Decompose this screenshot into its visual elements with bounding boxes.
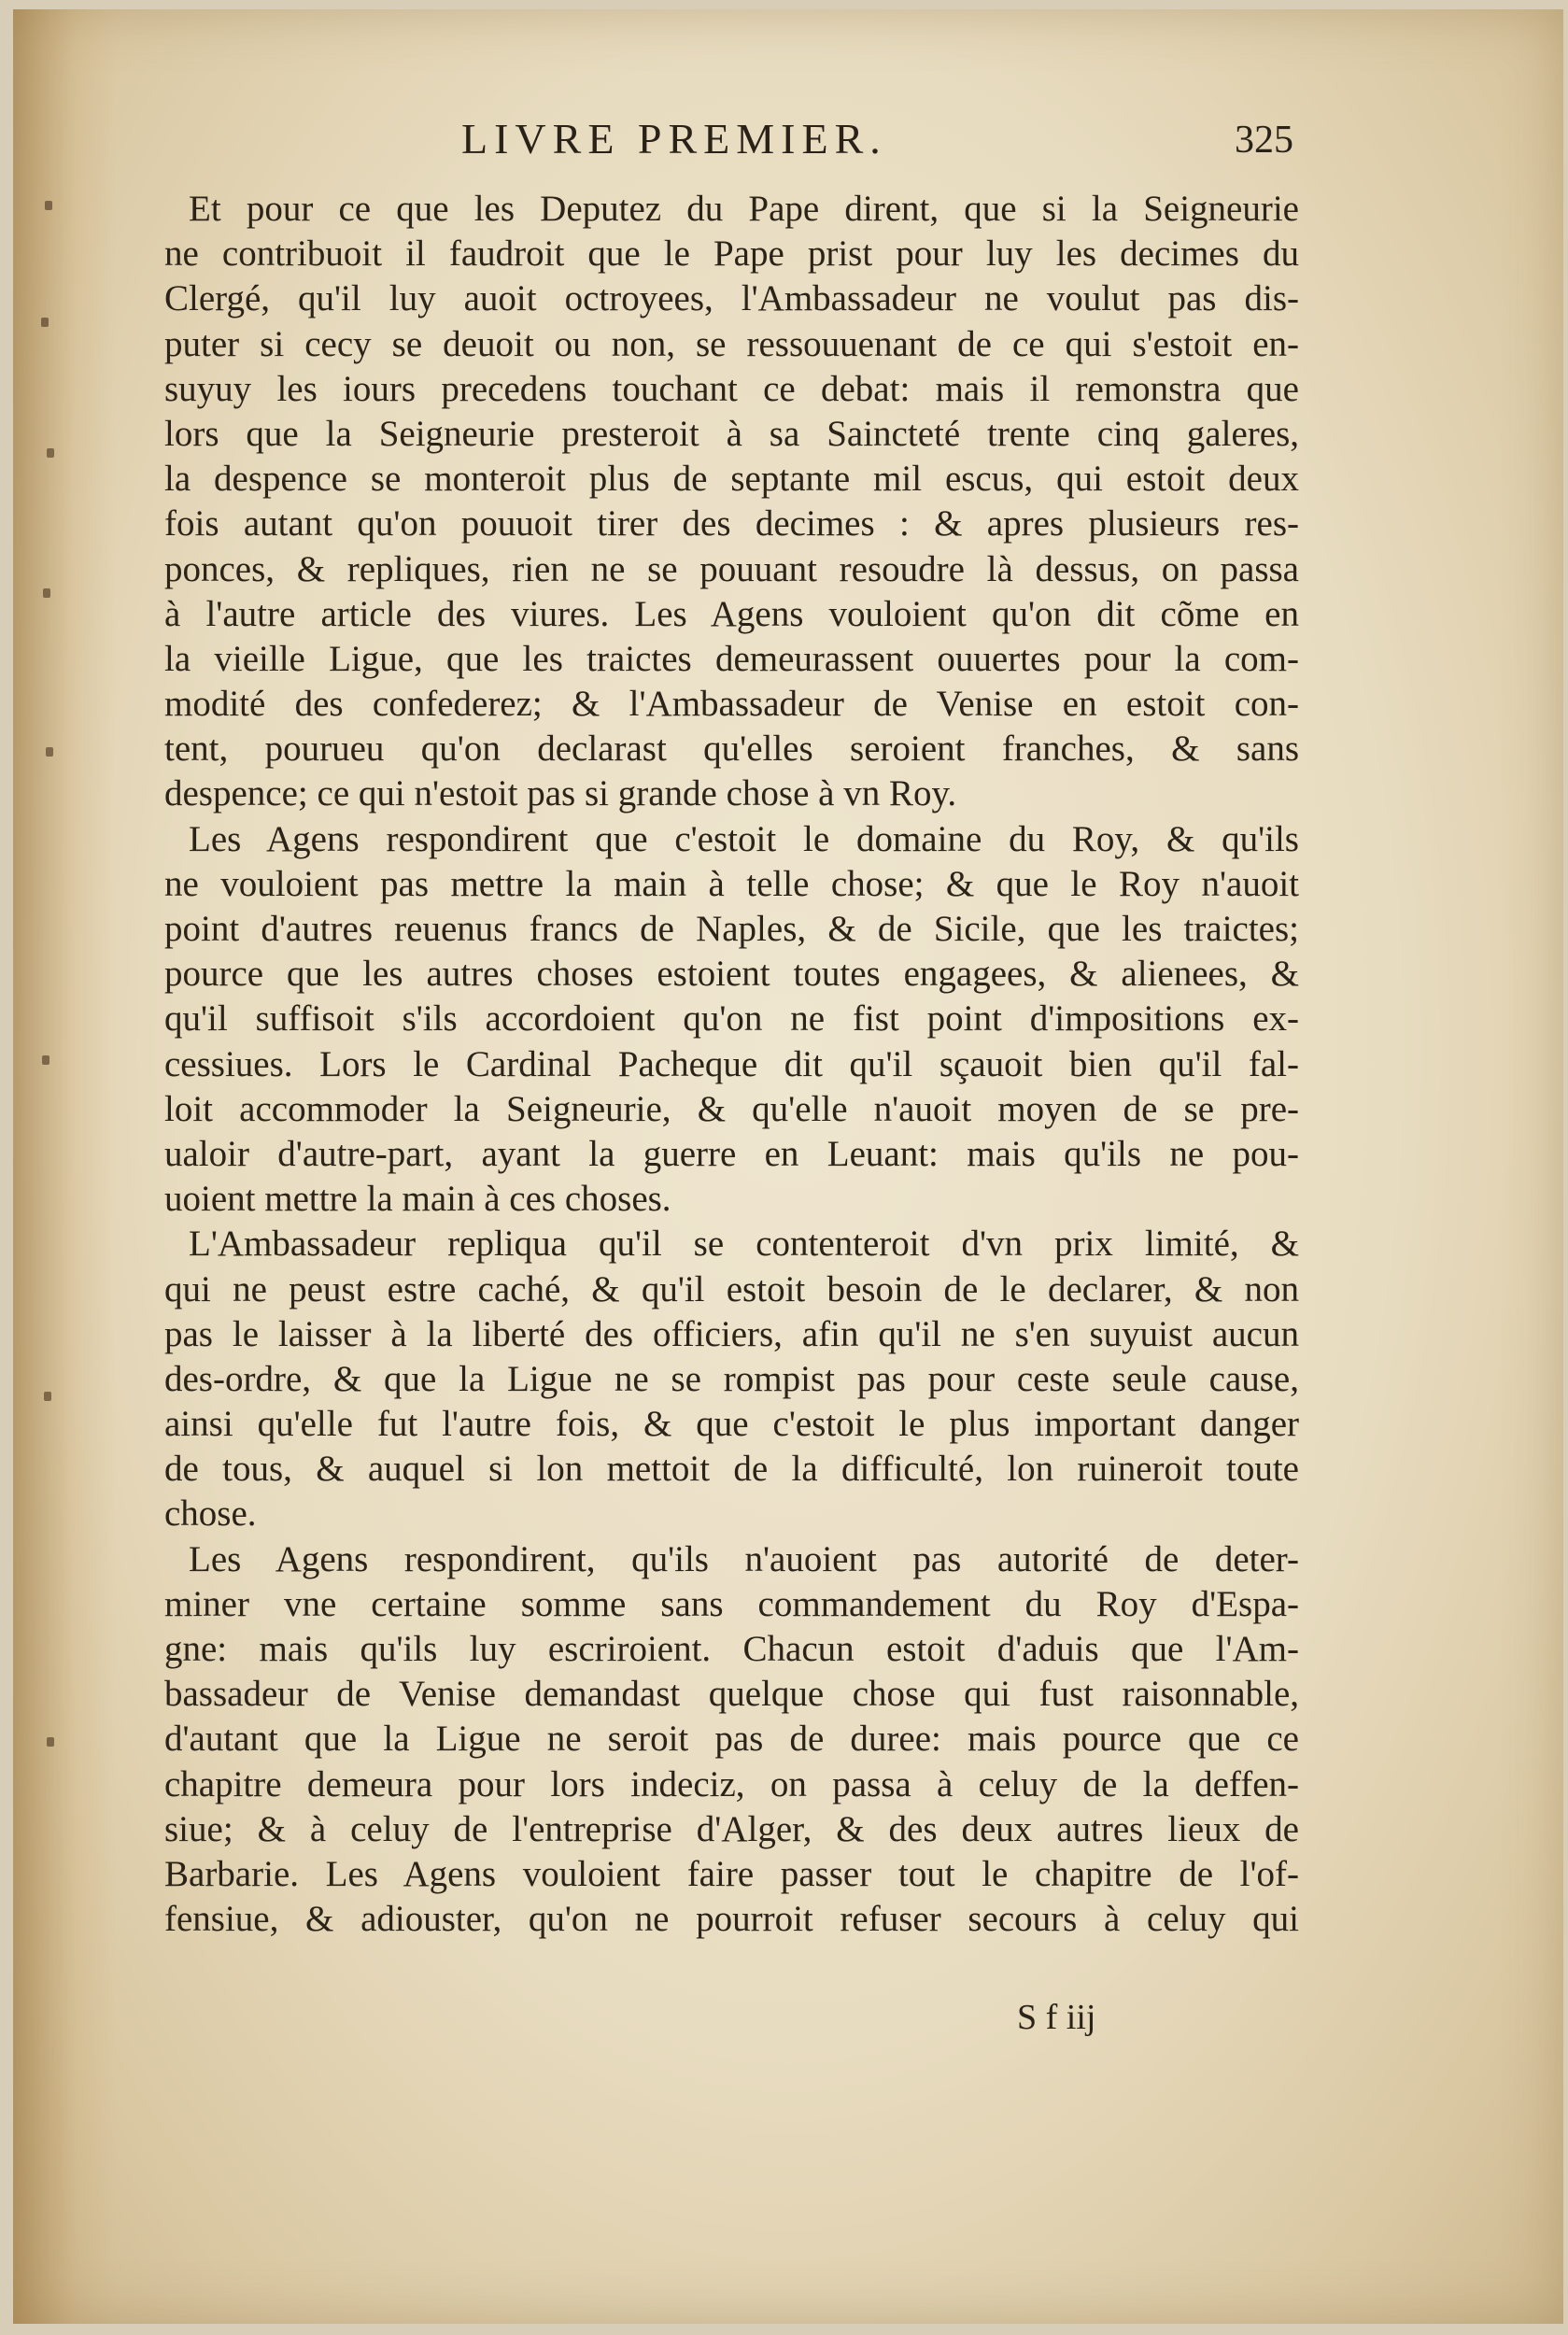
text-line: chapitre demeura pour lors indeciz, on passa à celuy de la deffen- xyxy=(164,1763,1299,1804)
book-page xyxy=(13,9,1563,2324)
text-line: de tous, & auquel si lon mettoit de la difficulté, lon ruineroit toute xyxy=(164,1449,1299,1490)
text-line: puter si cecy se deuoit ou non, se ressouuenant de ce qui s'estoit en- xyxy=(164,323,1299,364)
page-number: 325 xyxy=(1235,119,1293,162)
text-line: despence; ce qui n'estoit pas si grande chose à vn Roy. xyxy=(164,773,957,814)
text-line: lors que la Seigneurie presteroit à sa Saincteté trente cinq galeres, xyxy=(164,413,1299,454)
body-text xyxy=(164,187,1299,1942)
margin-speck xyxy=(47,448,54,458)
text-line: L'Ambassadeur repliqua qu'il se contenteroit d'vn prix limité, & xyxy=(189,1224,1299,1265)
text-line: ainsi qu'elle fut l'autre fois, & que c'estoit le plus important danger xyxy=(164,1404,1299,1445)
text-line: modité des confederez; & l'Ambassadeur de Venise en estoit con- xyxy=(164,684,1299,725)
text-line: siue; & à celuy de l'entreprise d'Alger, & des deux autres lieux de xyxy=(164,1808,1299,1849)
text-line: pas le laisser à la liberté des officiers, afin qu'il ne s'en suyuist aucun xyxy=(164,1313,1299,1354)
margin-speck xyxy=(42,1055,49,1065)
text-line: ne contribuoit il faudroit que le Pape prist pour luy les decimes du xyxy=(164,234,1299,275)
margin-speck xyxy=(45,201,52,210)
text-line: Clergé, qu'il luy auoit octroyees, l'Ambassadeur ne voulut pas dis- xyxy=(164,278,1299,319)
text-line: fois autant qu'on pouuoit tirer des decimes : & apres plusieurs res- xyxy=(164,503,1299,545)
text-line: point d'autres reuenus francs de Naples, & de Sicile, que les traictes; xyxy=(164,909,1299,949)
text-line: ponces, & repliques, rien ne se pouuant resoudre là dessus, on passa xyxy=(164,548,1299,589)
text-line: bassadeur de Venise demandast quelque chose qui fust raisonnable, xyxy=(164,1674,1299,1715)
text-line: d'autant que la Ligue ne seroit pas de duree: mais pource que ce xyxy=(164,1719,1299,1760)
text-line: suyuy les iours precedens touchant ce debat: mais il remonstra que xyxy=(164,368,1299,409)
margin-speck xyxy=(41,318,49,327)
text-line: loit accommoder la Seigneurie, & qu'elle n'auoit moyen de se pre- xyxy=(164,1088,1299,1129)
text-line: qui ne peust estre caché, & qu'il estoit besoin de le declarer, & non xyxy=(164,1268,1299,1309)
margin-speck xyxy=(44,1392,51,1401)
text-line: tent, pourueu qu'on declarast qu'elles seroient franches, & sans xyxy=(164,729,1299,770)
text-line: Les Agens respondirent, qu'ils n'auoient pas autorité de deter- xyxy=(189,1538,1299,1579)
signature-mark: S f iij xyxy=(1017,1998,1096,2037)
text-line: Barbarie. Les Agens vouloient faire passer tout le chapitre de l'of- xyxy=(164,1853,1299,1894)
text-line: chose. xyxy=(164,1493,257,1535)
text-line: des-ordre, & que la Ligue ne se rompist pas pour ceste seule cause, xyxy=(164,1358,1299,1399)
text-line: à l'autre article des viures. Les Agens vouloient qu'on dit cõme en xyxy=(164,593,1299,634)
text-line: cessiues. Lors le Cardinal Pacheque dit qu'il sçauoit bien qu'il fal- xyxy=(164,1043,1299,1084)
margin-speck xyxy=(43,588,50,598)
running-head xyxy=(13,114,1563,170)
text-line: fensiue, & adiouster, qu'on ne pourroit refuser secours à celuy qui xyxy=(164,1899,1299,1940)
text-line: Les Agens respondirent que c'estoit le domaine du Roy, & qu'ils xyxy=(189,818,1299,859)
text-line: la vieille Ligue, que les traictes demeurassent ouuertes pour la com- xyxy=(164,638,1299,679)
text-line: miner vne certaine somme sans commandement du Roy d'Espa- xyxy=(164,1583,1299,1624)
text-line: Et pour ce que les Deputez du Pape dirent, que si la Seigneurie xyxy=(189,189,1299,229)
text-line: pource que les autres choses estoient toutes engagees, & alienees, & xyxy=(164,954,1299,995)
margin-speck xyxy=(46,747,53,757)
text-line: la despence se monteroit plus de septante mil escus, qui estoit deux xyxy=(164,459,1299,500)
text-line: ne vouloient pas mettre la main à telle chose; & que le Roy n'auoit xyxy=(164,863,1299,904)
text-line: uoient mettre la main à ces choses. xyxy=(164,1179,671,1220)
text-line: qu'il suffisoit s'ils accordoient qu'on ne fist point d'impositions ex- xyxy=(164,998,1299,1040)
running-head-title: LIVRE PREMIER. xyxy=(461,115,887,163)
text-line: gne: mais qu'ils luy escriroient. Chacun estoit d'aduis que l'Am- xyxy=(164,1629,1299,1669)
text-line: ualoir d'autre-part, ayant la guerre en Leuant: mais qu'ils ne pou- xyxy=(164,1133,1299,1174)
margin-speck xyxy=(47,1737,54,1747)
